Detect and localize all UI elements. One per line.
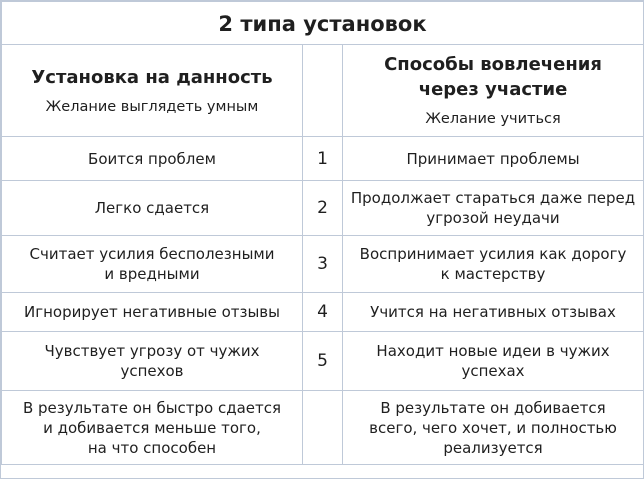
fixed-cell-text: Считает усилия бесполезными и вредными xyxy=(29,245,275,283)
header-row xyxy=(2,45,644,137)
table-row xyxy=(2,293,644,332)
fixed-cell-text: Чувствует угрозу от чужих успехов xyxy=(44,342,260,380)
growth-cell xyxy=(343,293,644,332)
row-number: 3 xyxy=(303,236,343,293)
growth-cell-text: Находит новые идеи в чужих успехах xyxy=(376,342,610,380)
title-row xyxy=(2,2,644,45)
growth-cell xyxy=(343,181,644,236)
growth-cell-text: Принимает проблемы xyxy=(406,149,580,168)
growth-cell-text: Продолжает стараться даже перед угрозой неудачи xyxy=(350,189,636,227)
row-number: 1 xyxy=(303,137,343,181)
growth-cell-text: Воспринимает усилия как дорогу к мастерству xyxy=(359,245,627,283)
table-row xyxy=(2,181,644,236)
fixed-cell-text: Легко сдается xyxy=(94,199,210,217)
mindset-comparison-table xyxy=(1,1,644,465)
growth-cell-text: Учится на негативных отзывах xyxy=(370,303,616,321)
growth-cell xyxy=(343,236,644,293)
fixed-cell xyxy=(2,137,303,181)
fixed-conclusion-text: В результате он быстро сдается и добивается меньше того, на что способен xyxy=(22,398,282,457)
fixed-cell-text: Боится проблем xyxy=(88,149,216,168)
fixed-cell xyxy=(2,236,303,293)
fixed-mindset-header xyxy=(2,45,303,137)
growth-conclusion-text: В результате он добивается всего, чего хочет, и полностью реализуется xyxy=(369,398,617,457)
row-number: 2 xyxy=(303,181,343,236)
growth-cell xyxy=(343,137,644,181)
table-row xyxy=(2,332,644,391)
fixed-cell-text: Игнорирует негативные отзывы xyxy=(24,303,280,321)
growth-mindset-subtitle: Желание учиться xyxy=(425,111,561,127)
fixed-cell xyxy=(2,181,303,236)
fixed-mindset-subtitle: Желание выглядеть умным xyxy=(45,98,259,115)
fixed-cell xyxy=(2,293,303,332)
growth-mindset-title: Способы вовлечения через участие xyxy=(384,54,602,100)
row-number: 4 xyxy=(303,293,343,332)
table-title: 2 типа установок xyxy=(2,2,644,45)
row-number: 5 xyxy=(303,332,343,391)
growth-conclusion-cell xyxy=(343,391,644,465)
fixed-cell xyxy=(2,332,303,391)
fixed-conclusion-cell xyxy=(2,391,303,465)
table-row xyxy=(2,236,644,293)
conclusion-number-empty xyxy=(303,391,343,465)
number-header-empty xyxy=(303,45,343,137)
table-row xyxy=(2,137,644,181)
growth-cell xyxy=(343,332,644,391)
fixed-mindset-title: Установка на данность xyxy=(31,66,273,88)
growth-mindset-header xyxy=(343,45,644,137)
conclusion-row xyxy=(2,391,644,465)
